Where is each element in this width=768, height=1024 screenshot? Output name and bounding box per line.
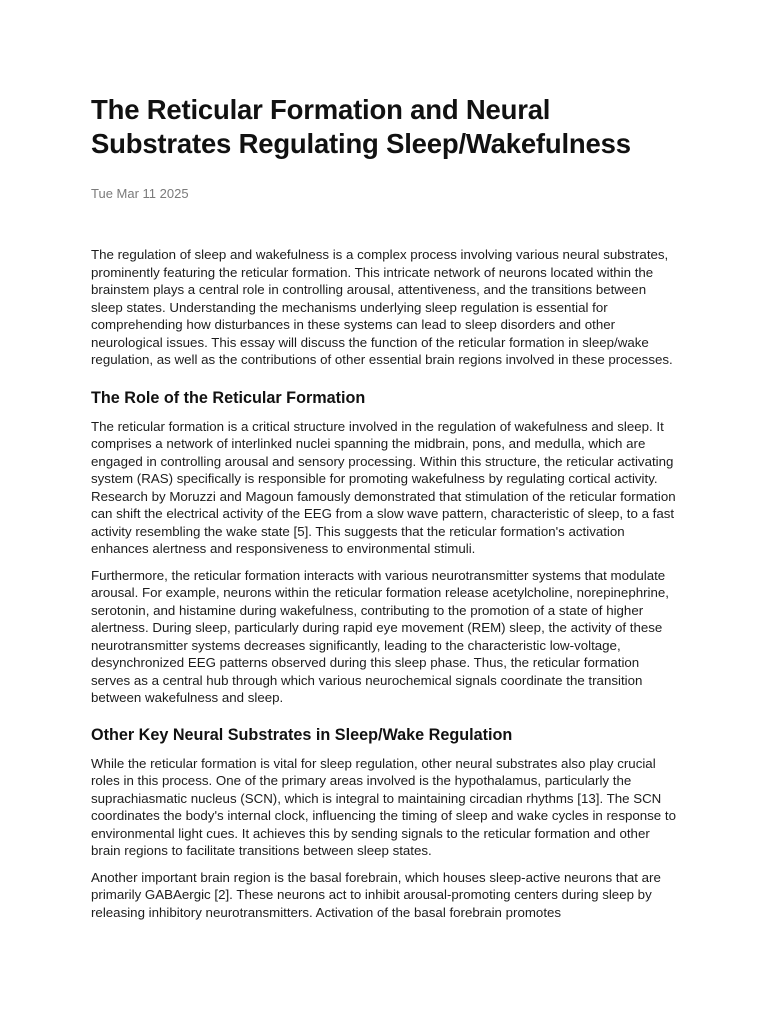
section-1-paragraph-1: The reticular formation is a critical structure involved in the regulation of wakefulness and sleep. It comprises a network of interlinked nuclei spanning the midbrain, pons, and medulla, which are engaged in controlling arousal and sensory processing. Within this structure, the reticular activating system (RAS) specifically is responsible for promoting wakefulness by regulating cortical activity. Research by Moruzzi and Magoun famously demonstrated that stimulation of the reticular formation can shift the electrical activity of the EEG from a slow wave pattern, characteristic of sleep, to a fast activity resembling the wake state [5]. This suggests that the reticular formation's activation enhances alertness and responsiveness to environmental stimuli. (91, 418, 676, 556)
section-1-paragraph-2: Furthermore, the reticular formation interacts with various neurotransmitter systems that modulate arousal. For example, neurons within the reticular formation release acetylcholine, norepinephrine, serotonin, and histamine during wakefulness, contributing to the promotion of a state of higher alertness. During sleep, particularly during rapid eye movement (REM) sleep, the activity of these neurotransmitter systems decreases significantly, leading to the characteristic low-voltage, desynchronized EEG patterns observed during this sleep phase. Thus, the reticular formation serves as a central hub through which various neurochemical signals coordinate the transition between wakefulness and sleep. (91, 567, 669, 705)
article (91, 93, 681, 921)
article-title: The Reticular Formation and Neural Substrates Regulating Sleep/Wakefulness (91, 94, 631, 159)
section-2-paragraph-1: While the reticular formation is vital for sleep regulation, other neural substrates also play crucial roles in this process. One of the primary areas involved is the hypothalamus, particularly the suprachiasmatic nucleus (SCN), which is integral to maintaining circadian rhythms [13]. The SCN coordinates the body's internal clock, influencing the timing of sleep and wake cycles in response to environmental light cues. It achieves this by sending signals to the reticular formation and other brain regions to facilitate transitions between sleep states. (91, 755, 676, 858)
article-date: Tue Mar 11 2025 (91, 186, 189, 201)
intro-paragraph: The regulation of sleep and wakefulness is a complex process involving various neural substrates, prominently featuring the reticular formation. This intricate network of neurons located within the brainstem plays a central role in controlling arousal, attentiveness, and the transitions between sleep states. Understanding the mechanisms underlying sleep regulation is essential for comprehending how disturbances in these systems can lead to sleep disorders and other neurological issues. This essay will discuss the function of the reticular formation in sleep/wake regulation, as well as the contributions of other essential brain regions involved in these processes. (91, 247, 673, 367)
section-heading-other-substrates: Other Key Neural Substrates in Sleep/Wake Regulation (91, 725, 513, 744)
section-heading-reticular-formation: The Role of the Reticular Formation (91, 388, 366, 407)
section-2-paragraph-2: Another important brain region is the basal forebrain, which houses sleep-active neurons that are primarily GABAergic [2]. These neurons act to inhibit arousal-promoting centers during sleep by releasing inhibitory neurotransmitters. Activation of the basal forebrain promotes (91, 869, 661, 920)
